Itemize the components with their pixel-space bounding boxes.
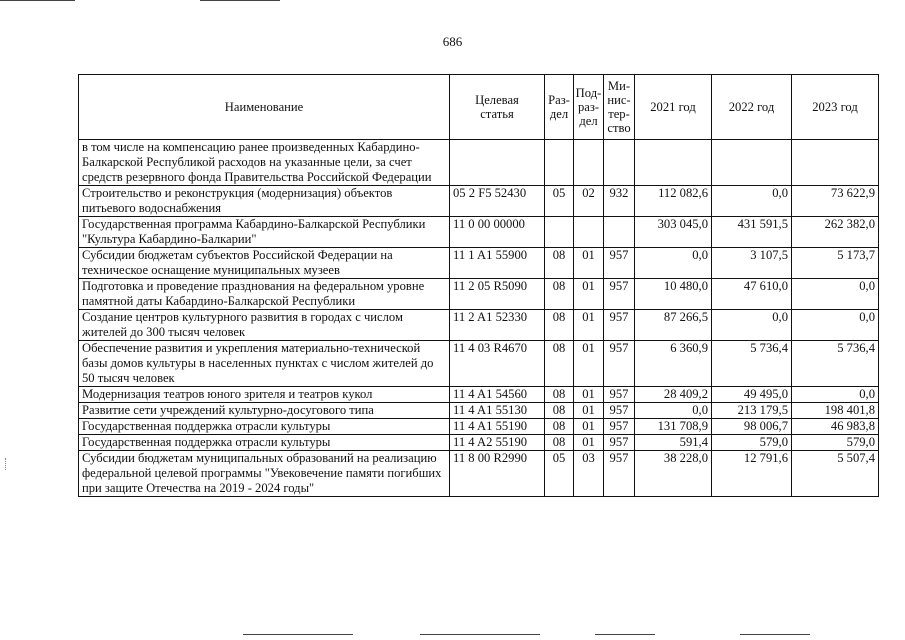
header-2023: 2023 год — [792, 75, 879, 140]
row-2022: 0,0 — [712, 310, 792, 341]
row-subsection: 03 — [574, 451, 604, 497]
row-section: 08 — [545, 279, 574, 310]
row-subsection: 01 — [574, 279, 604, 310]
row-ministry: 957 — [604, 248, 635, 279]
row-name: Модернизация театров юного зрителя и театров кукол — [79, 387, 450, 403]
row-2021 — [635, 140, 712, 186]
row-subsection: 01 — [574, 419, 604, 435]
row-subsection: 01 — [574, 310, 604, 341]
page-number: 686 — [442, 34, 463, 49]
row-section: 08 — [545, 387, 574, 403]
budget-table — [78, 74, 879, 497]
header-section — [545, 75, 574, 140]
row-section: 08 — [545, 403, 574, 419]
row-2022: 579,0 — [712, 435, 792, 451]
table-row — [79, 217, 879, 248]
row-name: Субсидии бюджетам субъектов Российской Федерации на техническое оснащение муниципальных музеев — [79, 248, 450, 279]
header-target-line: статья — [480, 107, 514, 121]
header-2022: 2022 год — [712, 75, 792, 140]
row-name: в том числе на компенсацию ранее произведенных Кабардино-Балкарской Республикой расходов на указанные цели, за счет средств резервного фонда Правительства Российской Федерации — [79, 140, 450, 186]
row-name: Субсидии бюджетам муниципальных образований на реализацию федеральной целевой программы "Увековечение памяти погибших при защите Отечества на 2019 - 2024 годы" — [79, 451, 450, 497]
row-name: Обеспечение развития и укрепления материально-технической базы домов культуры в населенных пунктах с числом жителей до 50 тысяч человек — [79, 341, 450, 387]
row-subsection: 01 — [574, 341, 604, 387]
row-2021: 0,0 — [635, 403, 712, 419]
row-2022: 12 791,6 — [712, 451, 792, 497]
row-2022 — [712, 140, 792, 186]
row-code — [450, 140, 545, 186]
row-2021: 6 360,9 — [635, 341, 712, 387]
header-subsection-line: Под- — [575, 86, 602, 100]
row-name: Государственная поддержка отрасли культуры — [79, 435, 450, 451]
row-2023: 5 173,7 — [792, 248, 879, 279]
row-2021: 28 409,2 — [635, 387, 712, 403]
header-ministry-line: ство — [607, 121, 631, 135]
header-subsection — [574, 75, 604, 140]
table-row — [79, 186, 879, 217]
row-2021: 10 480,0 — [635, 279, 712, 310]
header-section-line: дел — [549, 107, 569, 121]
row-2022: 47 610,0 — [712, 279, 792, 310]
row-code: 11 4 A1 55190 — [450, 419, 545, 435]
row-2023: 46 983,8 — [792, 419, 879, 435]
row-ministry: 957 — [604, 279, 635, 310]
row-section: 08 — [545, 341, 574, 387]
row-subsection — [574, 140, 604, 186]
row-name: Подготовка и проведение празднования на федеральном уровне памятной даты Кабардино-Балкарской Республики — [79, 279, 450, 310]
row-name: Государственная поддержка отрасли культуры — [79, 419, 450, 435]
row-ministry: 957 — [604, 310, 635, 341]
scan-artifact-top-left — [0, 0, 75, 1]
header-ministry-line: Ми- — [607, 79, 631, 93]
row-2023: 579,0 — [792, 435, 879, 451]
row-2023: 0,0 — [792, 279, 879, 310]
row-ministry: 957 — [604, 451, 635, 497]
row-2021: 591,4 — [635, 435, 712, 451]
row-2023: 5 507,4 — [792, 451, 879, 497]
header-subsection-line: дел — [579, 114, 598, 128]
row-code: 11 4 A2 55190 — [450, 435, 545, 451]
row-code: 11 4 A1 54560 — [450, 387, 545, 403]
header-ministry-line: тер- — [608, 107, 630, 121]
row-ministry: 957 — [604, 435, 635, 451]
row-section: 08 — [545, 419, 574, 435]
header-name: Наименование — [79, 75, 450, 140]
row-2022: 5 736,4 — [712, 341, 792, 387]
row-section: 05 — [545, 186, 574, 217]
row-code: 05 2 F5 52430 — [450, 186, 545, 217]
table-header-row — [79, 75, 879, 140]
row-section: 08 — [545, 310, 574, 341]
table-row — [79, 403, 879, 419]
row-section: 05 — [545, 451, 574, 497]
row-2023: 262 382,0 — [792, 217, 879, 248]
row-2022: 98 006,7 — [712, 419, 792, 435]
table-row — [79, 435, 879, 451]
table-row — [79, 140, 879, 186]
row-section — [545, 140, 574, 186]
row-2023: 0,0 — [792, 310, 879, 341]
row-subsection: 01 — [574, 248, 604, 279]
row-2021: 303 045,0 — [635, 217, 712, 248]
row-ministry: 932 — [604, 186, 635, 217]
table-row — [79, 310, 879, 341]
row-name: Строительство и реконструкция (модернизация) объектов питьевого водоснабжения — [79, 186, 450, 217]
row-ministry: 957 — [604, 387, 635, 403]
header-ministry-line: нис- — [607, 93, 631, 107]
row-subsection: 02 — [574, 186, 604, 217]
row-2021: 87 266,5 — [635, 310, 712, 341]
row-2023: 5 736,4 — [792, 341, 879, 387]
header-subsection-line: раз- — [577, 100, 600, 114]
row-ministry — [604, 140, 635, 186]
row-subsection: 01 — [574, 435, 604, 451]
row-code: 11 4 03 R4670 — [450, 341, 545, 387]
scan-artifact-bottom-4 — [740, 634, 810, 635]
row-2022: 213 179,5 — [712, 403, 792, 419]
row-section: 08 — [545, 248, 574, 279]
row-2022: 431 591,5 — [712, 217, 792, 248]
row-2021: 131 708,9 — [635, 419, 712, 435]
table-row — [79, 279, 879, 310]
row-2023: 198 401,8 — [792, 403, 879, 419]
header-ministry — [604, 75, 635, 140]
scan-artifact-margin — [5, 458, 8, 470]
row-name: Развитие сети учреждений культурно-досугового типа — [79, 403, 450, 419]
scan-artifact-top-mid — [200, 0, 280, 1]
row-2023: 73 622,9 — [792, 186, 879, 217]
row-name: Создание центров культурного развития в городах с числом жителей до 300 тысяч человек — [79, 310, 450, 341]
row-section — [545, 217, 574, 248]
row-code: 11 4 A1 55130 — [450, 403, 545, 419]
header-section-line: Раз- — [548, 93, 570, 107]
row-code: 11 1 A1 55900 — [450, 248, 545, 279]
scan-artifact-bottom-3 — [595, 634, 655, 635]
row-2022: 3 107,5 — [712, 248, 792, 279]
row-section: 08 — [545, 435, 574, 451]
scan-artifact-bottom-1 — [243, 634, 353, 635]
row-code: 11 2 A1 52330 — [450, 310, 545, 341]
table-row — [79, 248, 879, 279]
table-row — [79, 451, 879, 497]
row-name: Государственная программа Кабардино-Балкарской Республики "Культура Кабардино-Балкарии" — [79, 217, 450, 248]
row-subsection: 01 — [574, 387, 604, 403]
row-subsection — [574, 217, 604, 248]
row-2021: 38 228,0 — [635, 451, 712, 497]
row-2022: 0,0 — [712, 186, 792, 217]
row-code: 11 0 00 00000 — [450, 217, 545, 248]
row-code: 11 8 00 R2990 — [450, 451, 545, 497]
row-2023: 0,0 — [792, 387, 879, 403]
row-ministry: 957 — [604, 341, 635, 387]
table-row — [79, 341, 879, 387]
header-2021: 2021 год — [635, 75, 712, 140]
table-row — [79, 419, 879, 435]
row-ministry — [604, 217, 635, 248]
row-2021: 112 082,6 — [635, 186, 712, 217]
header-target-line: Целевая — [475, 93, 519, 107]
scan-artifact-bottom-2 — [420, 634, 540, 635]
row-ministry: 957 — [604, 403, 635, 419]
row-2021: 0,0 — [635, 248, 712, 279]
row-2022: 49 495,0 — [712, 387, 792, 403]
table-row — [79, 387, 879, 403]
row-2023 — [792, 140, 879, 186]
row-code: 11 2 05 R5090 — [450, 279, 545, 310]
row-subsection: 01 — [574, 403, 604, 419]
header-target — [450, 75, 545, 140]
row-ministry: 957 — [604, 419, 635, 435]
